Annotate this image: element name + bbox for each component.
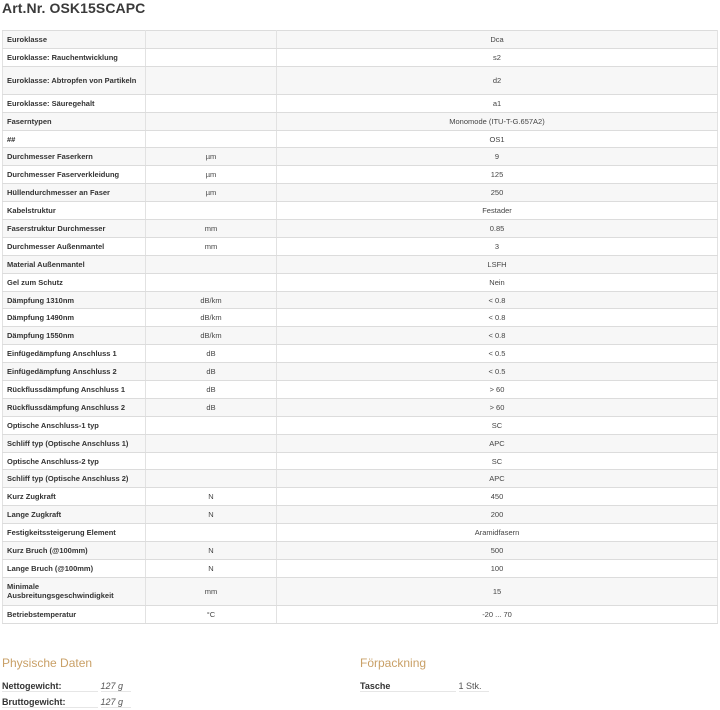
spec-value: Aramidfasern [277, 524, 718, 542]
net-weight-row [2, 681, 131, 692]
spec-row [3, 506, 718, 524]
spec-name: Rückflussdämpfung Anschluss 1 [3, 381, 146, 399]
spec-value: OS1 [277, 130, 718, 148]
spec-value: SC [277, 452, 718, 470]
spec-name: Rückflussdämpfung Anschluss 2 [3, 398, 146, 416]
spec-row [3, 416, 718, 434]
spec-name: Material Außenmantel [3, 255, 146, 273]
spec-name: Euroklasse: Säuregehalt [3, 94, 146, 112]
spec-name: Einfügedämpfung Anschluss 2 [3, 363, 146, 381]
spec-unit [146, 524, 277, 542]
spec-row [3, 577, 718, 605]
spec-value: 125 [277, 166, 718, 184]
spec-table-body [3, 31, 718, 624]
spec-name: Euroklasse [3, 31, 146, 49]
spec-name: Einfügedämpfung Anschluss 1 [3, 345, 146, 363]
spec-value: Festader [277, 202, 718, 220]
spec-row [3, 220, 718, 238]
spec-name: Schliff typ (Optische Anschluss 1) [3, 434, 146, 452]
physical-data-heading: Physische Daten [2, 656, 93, 670]
spec-unit: N [146, 488, 277, 506]
spec-value: 100 [277, 559, 718, 577]
spec-unit [146, 434, 277, 452]
spec-value: 500 [277, 542, 718, 560]
spec-value: < 0.5 [277, 345, 718, 363]
spec-unit: dB/km [146, 291, 277, 309]
spec-name: Dämpfung 1310nm [3, 291, 146, 309]
spec-unit: dB [146, 363, 277, 381]
spec-name: Kabelstruktur [3, 202, 146, 220]
spec-name: Hüllendurchmesser an Faser [3, 184, 146, 202]
spec-name: Kurz Zugkraft [3, 488, 146, 506]
spec-name: Schliff typ (Optische Anschluss 2) [3, 470, 146, 488]
spec-value: 15 [277, 577, 718, 605]
spec-value: Monomode (ITU-T-G.657A2) [277, 112, 718, 130]
spec-unit [146, 255, 277, 273]
spec-value: APC [277, 470, 718, 488]
spec-row [3, 291, 718, 309]
spec-unit: µm [146, 148, 277, 166]
packaging-item-value: 1 Stk. [459, 681, 489, 692]
spec-unit: dB/km [146, 309, 277, 327]
spec-row [3, 112, 718, 130]
spec-value: 9 [277, 148, 718, 166]
spec-value: s2 [277, 48, 718, 66]
spec-value: < 0.8 [277, 327, 718, 345]
net-weight-label: Nettogewicht: [2, 681, 98, 692]
spec-row [3, 31, 718, 49]
net-weight-value: 127 g [101, 681, 131, 692]
spec-row [3, 398, 718, 416]
spec-row [3, 470, 718, 488]
spec-name: Durchmesser Außenmantel [3, 237, 146, 255]
gross-weight-label: Bruttogewicht: [2, 697, 98, 708]
spec-unit [146, 470, 277, 488]
spec-value: 0.85 [277, 220, 718, 238]
spec-unit [146, 130, 277, 148]
spec-value: LSFH [277, 255, 718, 273]
spec-unit [146, 31, 277, 49]
spec-name: ## [3, 130, 146, 148]
spec-name: Optische Anschluss-1 typ [3, 416, 146, 434]
spec-unit: N [146, 559, 277, 577]
spec-value: > 60 [277, 398, 718, 416]
spec-value: < 0.5 [277, 363, 718, 381]
spec-name: Kurz Bruch (@100mm) [3, 542, 146, 560]
spec-row [3, 434, 718, 452]
spec-row [3, 524, 718, 542]
spec-value: 450 [277, 488, 718, 506]
spec-value: Nein [277, 273, 718, 291]
spec-row [3, 381, 718, 399]
spec-unit: µm [146, 166, 277, 184]
spec-unit: N [146, 506, 277, 524]
spec-value: > 60 [277, 381, 718, 399]
spec-name: Festigkeitssteigerung Element [3, 524, 146, 542]
spec-value: 250 [277, 184, 718, 202]
spec-row [3, 309, 718, 327]
spec-name: Durchmesser Faserkern [3, 148, 146, 166]
spec-value: 200 [277, 506, 718, 524]
spec-row [3, 130, 718, 148]
spec-value: a1 [277, 94, 718, 112]
spec-row [3, 255, 718, 273]
spec-row [3, 237, 718, 255]
spec-row [3, 363, 718, 381]
spec-unit: dB [146, 345, 277, 363]
spec-name: Lange Bruch (@100mm) [3, 559, 146, 577]
spec-row [3, 66, 718, 94]
spec-value: Dca [277, 31, 718, 49]
spec-row [3, 166, 718, 184]
spec-name: Euroklasse: Abtropfen von Partikeln [3, 66, 146, 94]
spec-unit [146, 94, 277, 112]
gross-weight-row [2, 697, 131, 708]
spec-name: Dämpfung 1550nm [3, 327, 146, 345]
spec-unit [146, 202, 277, 220]
spec-unit [146, 112, 277, 130]
spec-unit: mm [146, 220, 277, 238]
spec-name: Faserstruktur Durchmesser [3, 220, 146, 238]
spec-value: APC [277, 434, 718, 452]
spec-name: Euroklasse: Rauchentwicklung [3, 48, 146, 66]
spec-unit: mm [146, 577, 277, 605]
spec-name: Minimale Ausbreitungsgeschwindigkeit [3, 577, 146, 605]
spec-unit: mm [146, 237, 277, 255]
spec-name: Durchmesser Faserverkleidung [3, 166, 146, 184]
spec-table [2, 30, 718, 624]
spec-value: SC [277, 416, 718, 434]
spec-value: d2 [277, 66, 718, 94]
spec-unit: N [146, 542, 277, 560]
packaging-item-label: Tasche [360, 681, 456, 692]
spec-row [3, 327, 718, 345]
spec-value: -20 ... 70 [277, 605, 718, 623]
spec-row [3, 488, 718, 506]
packaging-row [360, 681, 489, 692]
spec-row [3, 273, 718, 291]
spec-name: Lange Zugkraft [3, 506, 146, 524]
spec-unit: µm [146, 184, 277, 202]
spec-row [3, 94, 718, 112]
spec-unit [146, 48, 277, 66]
spec-unit: dB/km [146, 327, 277, 345]
spec-row [3, 48, 718, 66]
spec-row [3, 452, 718, 470]
article-title: Art.Nr. OSK15SCAPC [2, 0, 146, 16]
spec-row [3, 148, 718, 166]
spec-unit [146, 416, 277, 434]
spec-unit: dB [146, 398, 277, 416]
spec-unit: dB [146, 381, 277, 399]
spec-name: Dämpfung 1490nm [3, 309, 146, 327]
spec-unit [146, 273, 277, 291]
spec-row [3, 184, 718, 202]
spec-value: 3 [277, 237, 718, 255]
packaging-heading: Förpackning [360, 656, 427, 670]
spec-name: Betriebstemperatur [3, 605, 146, 623]
spec-row [3, 605, 718, 623]
spec-value: < 0.8 [277, 291, 718, 309]
spec-row [3, 202, 718, 220]
spec-row [3, 559, 718, 577]
spec-value: < 0.8 [277, 309, 718, 327]
spec-row [3, 345, 718, 363]
spec-name: Optische Anschluss-2 typ [3, 452, 146, 470]
spec-unit: °C [146, 605, 277, 623]
gross-weight-value: 127 g [101, 697, 131, 708]
spec-unit [146, 66, 277, 94]
spec-row [3, 542, 718, 560]
spec-unit [146, 452, 277, 470]
spec-name: Gel zum Schutz [3, 273, 146, 291]
spec-name: Faserntypen [3, 112, 146, 130]
